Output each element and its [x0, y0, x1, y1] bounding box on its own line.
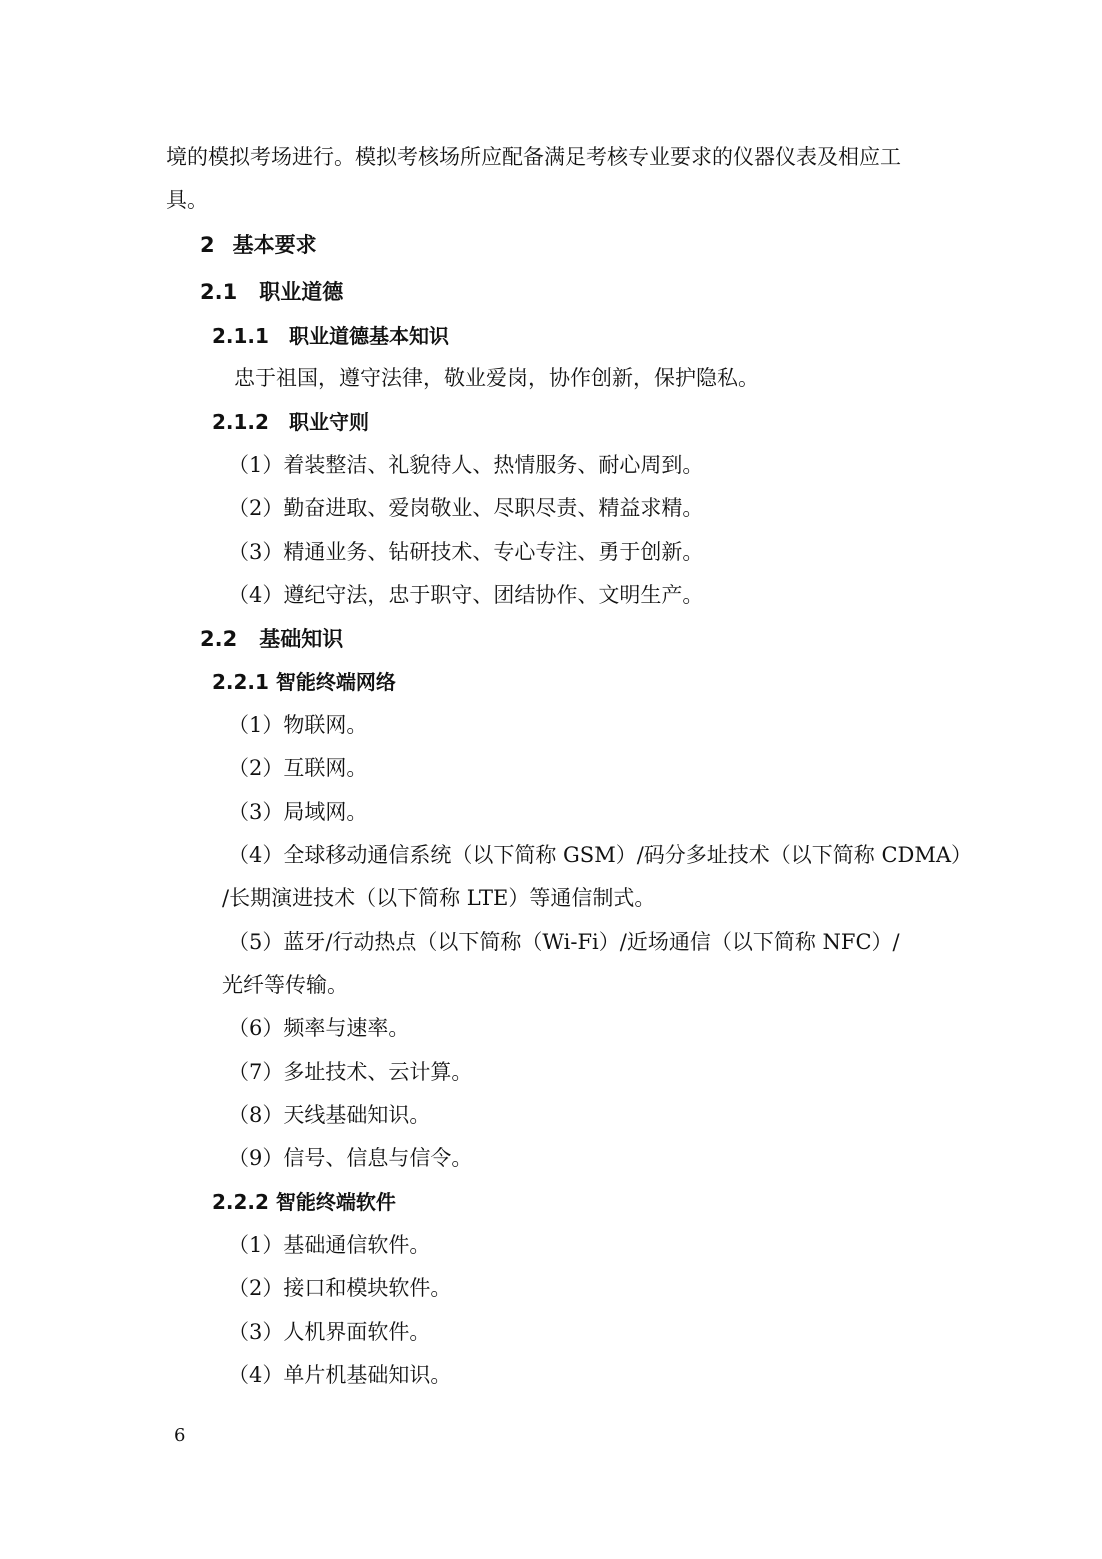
list-item: （9）信号、信息与信令。 — [228, 1146, 473, 1170]
section-number: 2 — [200, 233, 215, 257]
list-item: （4）全球移动通信系统（以下简称 GSM）/码分多址技术（以下简称 CDMA） — [228, 843, 973, 867]
list-item: （3）精通业务、钻研技术、专心专注、勇于创新。 — [228, 540, 704, 564]
list-item: （3）局域网。 — [228, 800, 368, 824]
section-2-2-heading — [200, 625, 343, 653]
section-2-1-heading — [200, 278, 343, 306]
list-item: （4）遵纪守法，忠于职守、团结协作、文明生产。 — [228, 583, 704, 607]
section-title: 职业守则 — [288, 410, 369, 434]
intro-line-2: 具。 — [166, 188, 208, 212]
section-title: 基础知识 — [259, 627, 344, 651]
list-item: （2）互联网。 — [228, 756, 368, 780]
list-item: （1）物联网。 — [228, 713, 368, 737]
section-title: 职业道德基本知识 — [288, 324, 449, 348]
section-number: 2.2 — [200, 627, 238, 651]
section-number: 2.1.1 — [212, 324, 269, 348]
list-item: （7）多址技术、云计算。 — [228, 1060, 473, 1084]
list-item: （5）蓝牙/行动热点（以下简称（Wi-Fi）/近场通信（以下简称 NFC）/ — [228, 930, 900, 954]
section-2-2-1-heading: 2.2.1 智能终端网络 — [212, 670, 396, 694]
page-number: 6 — [174, 1425, 186, 1446]
section-number: 2.1.2 — [212, 410, 269, 434]
list-item: （1）着装整洁、礼貌待人、热情服务、耐心周到。 — [228, 453, 704, 477]
list-item: （2）勤奋进取、爱岗敬业、尽职尽责、精益求精。 — [228, 496, 704, 520]
list-item: （3）人机界面软件。 — [228, 1320, 431, 1344]
section-2-1-2-heading — [212, 408, 369, 436]
section-number: 2.1 — [200, 280, 238, 304]
section-2-1-1-heading — [212, 322, 449, 350]
paragraph: 忠于祖国，遵守法律，敬业爱岗，协作创新，保护隐私。 — [234, 366, 759, 390]
list-item-continuation: /长期演进技术（以下简称 LTE）等通信制式。 — [222, 886, 656, 910]
list-item: （8）天线基础知识。 — [228, 1103, 431, 1127]
list-item: （4）单片机基础知识。 — [228, 1363, 452, 1387]
list-item: （2）接口和模块软件。 — [228, 1276, 452, 1300]
list-item: （6）频率与速率。 — [228, 1016, 410, 1040]
intro-line-1: 境的模拟考场进行。模拟考核场所应配备满足考核专业要求的仪器仪表及相应工 — [166, 145, 901, 169]
section-title: 职业道德 — [259, 280, 344, 304]
section-2-2-2-heading: 2.2.2 智能终端软件 — [212, 1190, 396, 1214]
section-title: 基本要求 — [232, 233, 317, 257]
section-2-heading — [200, 231, 317, 259]
list-item: （1）基础通信软件。 — [228, 1233, 431, 1257]
list-item-continuation: 光纤等传输。 — [222, 973, 348, 997]
